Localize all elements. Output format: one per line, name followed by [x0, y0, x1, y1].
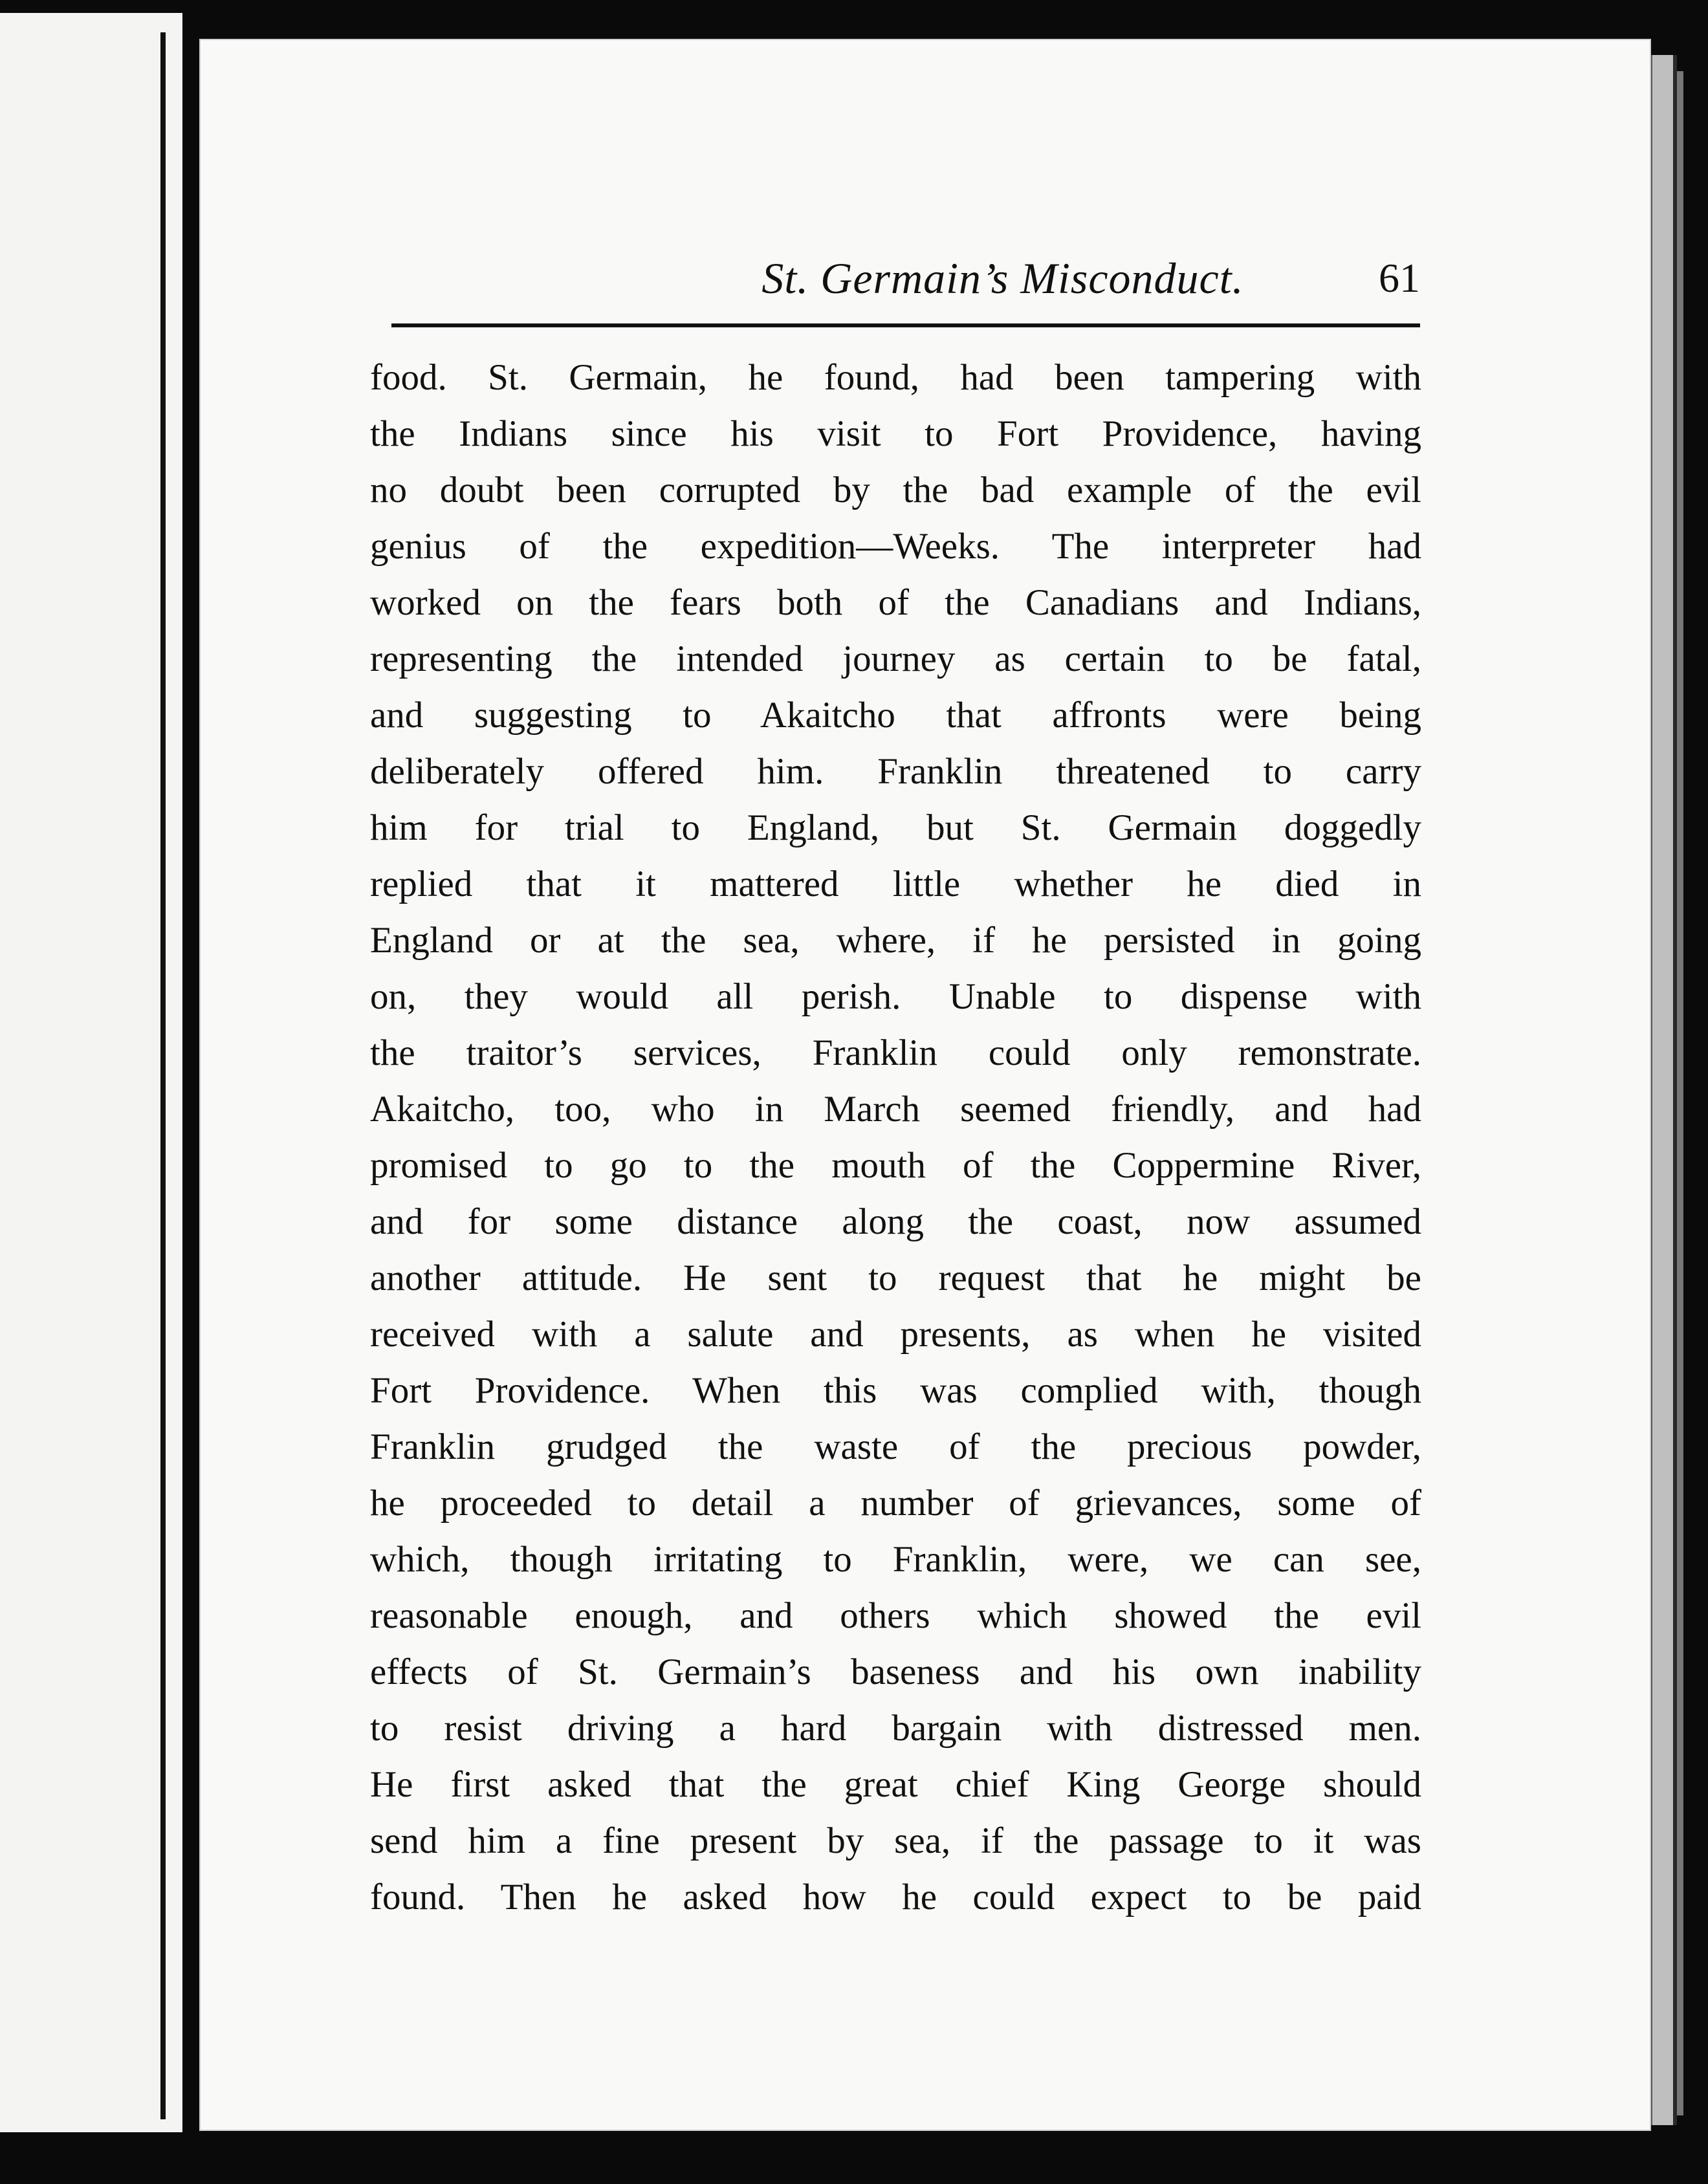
text-line: another attitude. He sent to request that he might be: [370, 1258, 1421, 1298]
body-text: [370, 349, 1421, 1925]
text-line: effects of St. Germain’s baseness and his own inability: [370, 1652, 1421, 1692]
text-line: received with a salute and presents, as when he visited: [370, 1314, 1421, 1355]
text-line: replied that it mattered little whether he died in: [370, 864, 1421, 904]
text-line: send him a fine present by sea, if the passage to it was: [370, 1820, 1421, 1861]
text-line: he proceeded to detail a number of grievances, some of: [370, 1483, 1421, 1523]
text-line: Franklin grudged the waste of the precious powder,: [370, 1426, 1421, 1467]
text-line: genius of the expedition—Weeks. The interpreter had: [370, 526, 1421, 567]
book-page: [201, 40, 1650, 2130]
text-line: worked on the fears both of the Canadians and Indians,: [370, 582, 1421, 623]
binding-gutter: [160, 32, 166, 2119]
text-line: him for trial to England, but St. Germain doggedly: [370, 807, 1421, 848]
running-head-title: St. Germain’s Misconduct.: [761, 254, 1244, 303]
text-line: Akaitcho, too, who in March seemed friendly, and had: [370, 1089, 1421, 1130]
header-rule: [391, 323, 1420, 327]
text-line: He first asked that the great chief King George should: [370, 1764, 1421, 1805]
text-line: promised to go to the mouth of the Coppermine River,: [370, 1145, 1421, 1186]
text-line: food. St. Germain, he found, had been tampering with: [370, 357, 1421, 398]
text-line: on, they would all perish. Unable to dispense with: [370, 976, 1421, 1017]
page-block-shadow: [1677, 71, 1683, 2115]
text-line: the traitor’s services, Franklin could only remonstrate.: [370, 1032, 1421, 1073]
text-line: and for some distance along the coast, now assumed: [370, 1201, 1421, 1242]
text-line: found. Then he asked how he could expect to be paid: [370, 1877, 1421, 1917]
page-block-edge: [1650, 55, 1677, 2125]
text-line: which, though irritating to Franklin, were, we can see,: [370, 1539, 1421, 1580]
text-line: and suggesting to Akaitcho that affronts were being: [370, 695, 1421, 736]
running-head: [201, 246, 1650, 311]
page-number: 61: [1379, 255, 1420, 301]
facing-page-edge: [0, 13, 182, 2132]
text-line: to resist driving a hard bargain with distressed men.: [370, 1708, 1421, 1749]
text-line: reasonable enough, and others which showed the evil: [370, 1595, 1421, 1636]
text-line: the Indians since his visit to Fort Providence, having: [370, 413, 1421, 454]
text-line: deliberately offered him. Franklin threatened to carry: [370, 751, 1421, 792]
text-line: no doubt been corrupted by the bad example of the evil: [370, 470, 1421, 510]
text-line: representing the intended journey as certain to be fatal,: [370, 639, 1421, 679]
text-line: England or at the sea, where, if he persisted in going: [370, 920, 1421, 961]
text-line: Fort Providence. When this was complied with, though: [370, 1370, 1421, 1411]
